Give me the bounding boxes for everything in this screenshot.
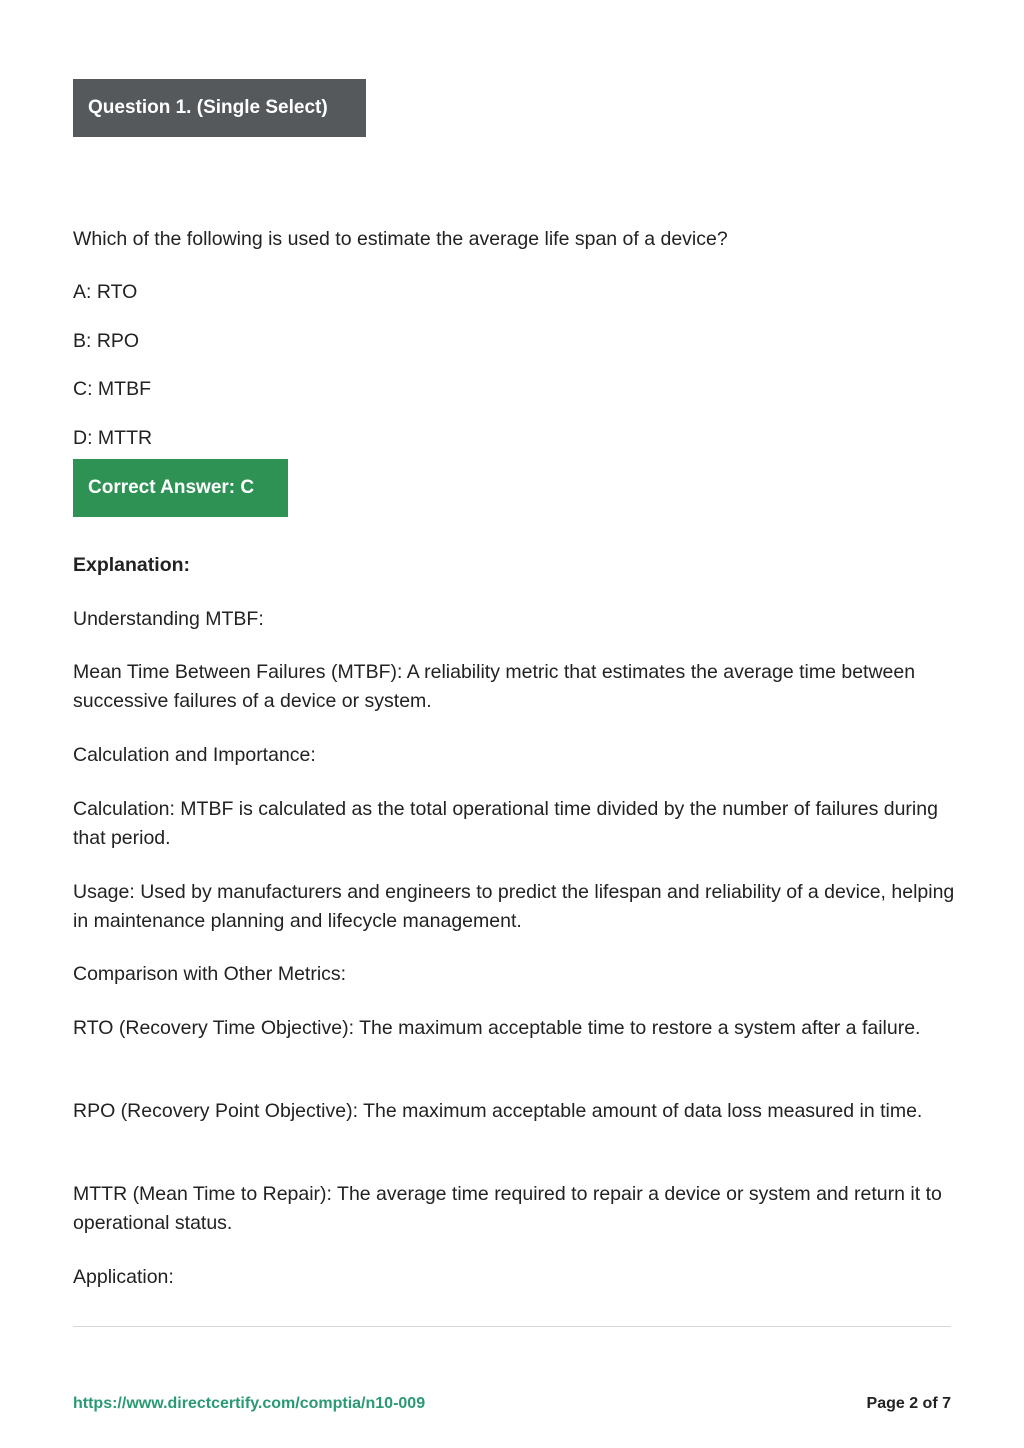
option-c: C: MTBF xyxy=(73,378,151,400)
explanation-heading: Explanation: xyxy=(73,554,191,576)
page-number: Page 2 of 7 xyxy=(866,1395,951,1412)
explanation-paragraph: Application: xyxy=(73,1266,174,1288)
footer-link[interactable]: https://www.directcertify.com/comptia/n10-009 xyxy=(73,1395,426,1412)
explanation-paragraph: Calculation and Importance: xyxy=(73,744,316,766)
option-a: A: RTO xyxy=(73,281,138,303)
option-b: B: RPO xyxy=(73,330,140,352)
explanation-paragraph: RTO (Recovery Time Objective): The maximum acceptable time to restore a system after a failure. xyxy=(73,1017,921,1039)
explanation-paragraph: Comparison with Other Metrics: xyxy=(73,963,347,985)
explanation-paragraph: MTTR (Mean Time to Repair): The average time required to repair a device or system and return it to operational status. xyxy=(73,1183,942,1234)
explanation-paragraph: Calculation: MTBF is calculated as the total operational time divided by the number of failures during that period. xyxy=(73,798,938,849)
explanation-paragraph: Usage: Used by manufacturers and engineers to predict the lifespan and reliability of a device, helping in maintenance planning and lifecycle management. xyxy=(73,881,955,932)
explanation-paragraph: RPO (Recovery Point Objective): The maximum acceptable amount of data loss measured in time. xyxy=(73,1100,923,1122)
question-text: Which of the following is used to estimate the average life span of a device? xyxy=(73,228,728,250)
explanation-paragraph: Mean Time Between Failures (MTBF): A reliability metric that estimates the average time between successive failures of a device or system. xyxy=(73,661,916,712)
explanation-paragraph: Understanding MTBF: xyxy=(73,608,264,630)
footer-divider xyxy=(73,1326,951,1327)
option-d: D: MTTR xyxy=(73,427,153,449)
question-badge: Question 1. (Single Select) xyxy=(73,79,366,137)
correct-answer-badge: Correct Answer: C xyxy=(73,459,288,517)
